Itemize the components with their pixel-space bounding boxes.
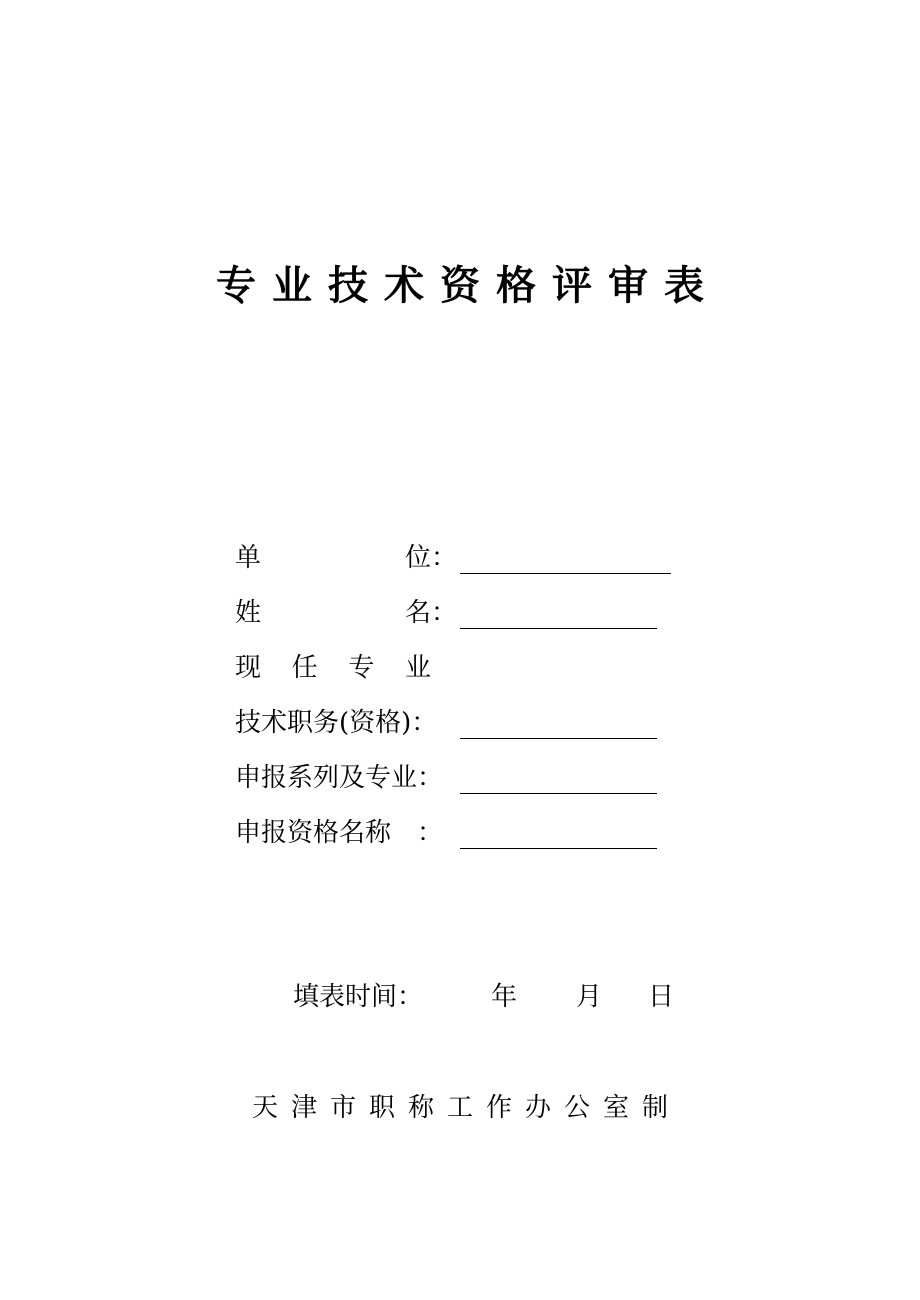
tech-position-input-line[interactable]: [460, 738, 657, 739]
current-major-label: [235, 652, 431, 684]
unit-label: [235, 542, 457, 574]
name-label-char-1: 姓: [235, 598, 262, 628]
current-major-row: [235, 640, 735, 694]
apply-qualification-input-line[interactable]: [460, 848, 657, 849]
current-major-char-3: 专: [348, 653, 375, 683]
fill-date-label: 填表时间：: [293, 982, 424, 1012]
apply-qualification-row: [235, 805, 735, 859]
tech-position-row: [235, 695, 735, 749]
current-major-char-2: 任: [291, 653, 318, 683]
fill-date-month: 月: [576, 982, 603, 1012]
current-major-char-1: 现: [235, 653, 262, 683]
issuer-footer: 天津市职称工作办公室制: [251, 1093, 681, 1123]
document-title: 专业技术资格评审表: [216, 263, 720, 309]
current-major-char-4: 业: [404, 653, 431, 683]
apply-qualification-label: 申报资格名称 ：: [235, 818, 444, 848]
apply-series-input-line[interactable]: [460, 793, 657, 794]
name-label-char-2: 名：: [404, 598, 457, 628]
name-input-line[interactable]: [460, 628, 657, 629]
unit-label-char-1: 单: [235, 543, 262, 573]
name-label: [235, 597, 457, 629]
fill-date-day: 日: [648, 982, 675, 1012]
unit-input-line[interactable]: [460, 573, 671, 574]
fill-date-year: 年: [491, 982, 518, 1012]
tech-position-label: 技术职务(资格)：: [235, 708, 438, 738]
apply-series-label: 申报系列及专业：: [235, 763, 444, 793]
apply-series-row: [235, 750, 735, 804]
unit-row: [235, 530, 735, 584]
name-row: [235, 585, 735, 639]
unit-label-char-2: 位：: [404, 543, 457, 573]
